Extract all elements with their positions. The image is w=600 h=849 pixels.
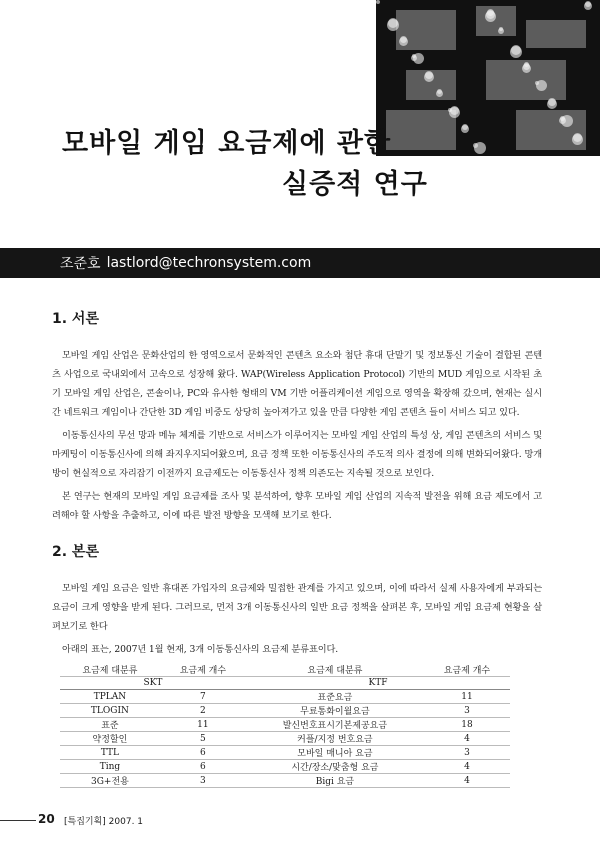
author-email: lastlord@techronsystem.com xyxy=(106,255,312,271)
footer-rule xyxy=(0,820,36,821)
section-2-heading: 2. 본론 xyxy=(52,544,99,560)
title-line-1: 모바일 게임 요금제에 관한 xyxy=(62,128,392,159)
table-cell: Ting xyxy=(60,760,160,774)
banner-shape xyxy=(436,90,443,97)
carrier-ktf: KTF xyxy=(246,677,510,690)
table-cell: 3 xyxy=(424,746,510,760)
table-cell: 3 xyxy=(160,774,246,788)
table-row xyxy=(60,718,510,732)
section-2-paragraph: 아래의 표는, 2007년 1월 현재, 3개 이동통신사의 요금제 분류표이다. xyxy=(62,644,339,655)
banner-shape xyxy=(376,0,380,4)
banner-shape xyxy=(526,20,586,48)
author-name: 조준호 xyxy=(60,256,101,272)
section-1-paragraph: 모바일 게임 산업은 문화산업의 한 영역으로서 문화적인 콘텐츠 요소와 첨단 휴대 단말기 및 정보통신 기술이 결합된 콘텐츠 사업으로 국내외에서 고속으로 성장해 왔다. WAP(Wireless Application Protocol) 기반의 MUD 게임으로 시작된 초기 모바일 게임 산업은, 콘솔이나, PC와 유사한 형태의 VM 기반 어플리케이션 게임으로 영역을 확장해 갔으며, 현재는 실시간 네트워크 게임이나 간단한 3D 게임 비중도 상당히 높아져가고 있을 만큼 다양한 게임 콘텐츠 들이 서비스 되고 있다. xyxy=(52,350,542,418)
table-cell: 11 xyxy=(424,690,510,704)
table-cell: 7 xyxy=(160,690,246,704)
banner-shape xyxy=(461,125,469,133)
table-cell: 6 xyxy=(160,746,246,760)
plan-table xyxy=(60,663,510,788)
table-cell: 4 xyxy=(424,732,510,746)
banner-shape xyxy=(572,134,583,145)
table-cell: 표준요금 xyxy=(246,690,424,704)
banner-shape xyxy=(584,2,592,10)
banner-shape xyxy=(559,117,566,124)
banner-shape xyxy=(387,19,399,31)
table-cell: 18 xyxy=(424,718,510,732)
table-cell: 11 xyxy=(160,718,246,732)
page-footer xyxy=(0,810,600,830)
table-cell: 표준 xyxy=(60,718,160,732)
banner-shape xyxy=(424,72,434,82)
table-row xyxy=(60,704,510,718)
carrier-skt: SKT xyxy=(60,677,246,690)
table-cell: 모바일 매니아 요금 xyxy=(246,746,424,760)
table-cell: 4 xyxy=(424,774,510,788)
table-cell: TTL xyxy=(60,746,160,760)
table-cell: 약정할인 xyxy=(60,732,160,746)
table-cell: 무료통화이월요금 xyxy=(246,704,424,718)
table-row xyxy=(60,690,510,704)
table-cell: 3 xyxy=(424,704,510,718)
table-cell: TLOGIN xyxy=(60,704,160,718)
table-header: 요금제 대분류 xyxy=(60,663,160,677)
banner-shape xyxy=(448,108,452,112)
section-1-heading: 1. 서론 xyxy=(52,311,99,327)
section-2-paragraph: 모바일 게임 요금은 일반 휴대폰 가입자의 요금제와 밀접한 관계를 가지고 있으며, 이에 따라서 실제 사용자에게 부과되는 요금이 크게 영향을 받게 된다. 그러므로, 먼저 3개 이동통신사의 일반 요금 정책을 살펴본 후, 모바일 게임 요금제 현황을 살펴보기로 한다 xyxy=(52,583,542,632)
table-cell: 시간/장소/맞춤형 요금 xyxy=(246,760,424,774)
table-cell: 2 xyxy=(160,704,246,718)
section-1-paragraph: 이동통신사의 무선 망과 메뉴 체계를 기반으로 서비스가 이루어지는 모바일 게임 산업의 특성 상, 게임 콘텐츠의 서비스 및 마케팅이 이동통신사에 의해 좌지우지되어왔으며, 요금 정책 또한 이동통신사의 주도적 의사 결정에 의해 변화되어왔다. 망개방이 현실적으로 자리잡기 이전까지 요금제도는 이동통신사 정책 의존도는 지속될 것으로 보인다. xyxy=(52,430,542,479)
banner-shape xyxy=(411,55,417,61)
banner-shape xyxy=(535,81,539,85)
table-row xyxy=(60,760,510,774)
page-title xyxy=(62,124,462,205)
banner-shape xyxy=(473,143,478,148)
table-cell: 4 xyxy=(424,760,510,774)
banner-shape xyxy=(399,37,408,46)
footer-source: [특집기획] 2007. 1 xyxy=(64,817,144,827)
banner-shape xyxy=(547,99,557,109)
table-cell: 3G+전용 xyxy=(60,774,160,788)
table-cell: 5 xyxy=(160,732,246,746)
title-line-2: 실증적 연구 xyxy=(282,168,428,200)
banner-shape xyxy=(485,11,496,22)
banner-shape xyxy=(510,46,522,58)
table-cell: 커플/지정 번호요금 xyxy=(246,732,424,746)
section-1-paragraph: 본 연구는 현재의 모바일 게임 요금제를 조사 및 분석하여, 향후 모바일 게임 산업의 지속적 발전을 위해 요금 제도에서 고려해야 할 사항을 추출하고, 이에 따른 발전 방향을 모색해 보기로 한다. xyxy=(52,491,542,521)
banner-shape xyxy=(498,28,504,34)
banner-shape xyxy=(522,64,531,73)
page-number: 20 xyxy=(38,812,55,826)
table-cell: TPLAN xyxy=(60,690,160,704)
table-header: 요금제 개수 xyxy=(160,663,246,677)
table-cell: Bigi 요금 xyxy=(246,774,424,788)
banner-shape xyxy=(476,6,516,36)
table-row xyxy=(60,746,510,760)
table-header: 요금제 대분류 xyxy=(246,663,424,677)
author-bar xyxy=(0,248,600,278)
table-row xyxy=(60,774,510,788)
table-row xyxy=(60,732,510,746)
table-header: 요금제 개수 xyxy=(424,663,510,677)
table-cell: 6 xyxy=(160,760,246,774)
table-cell: 발신번호표시기본제공요금 xyxy=(246,718,424,732)
article-body xyxy=(52,308,542,788)
